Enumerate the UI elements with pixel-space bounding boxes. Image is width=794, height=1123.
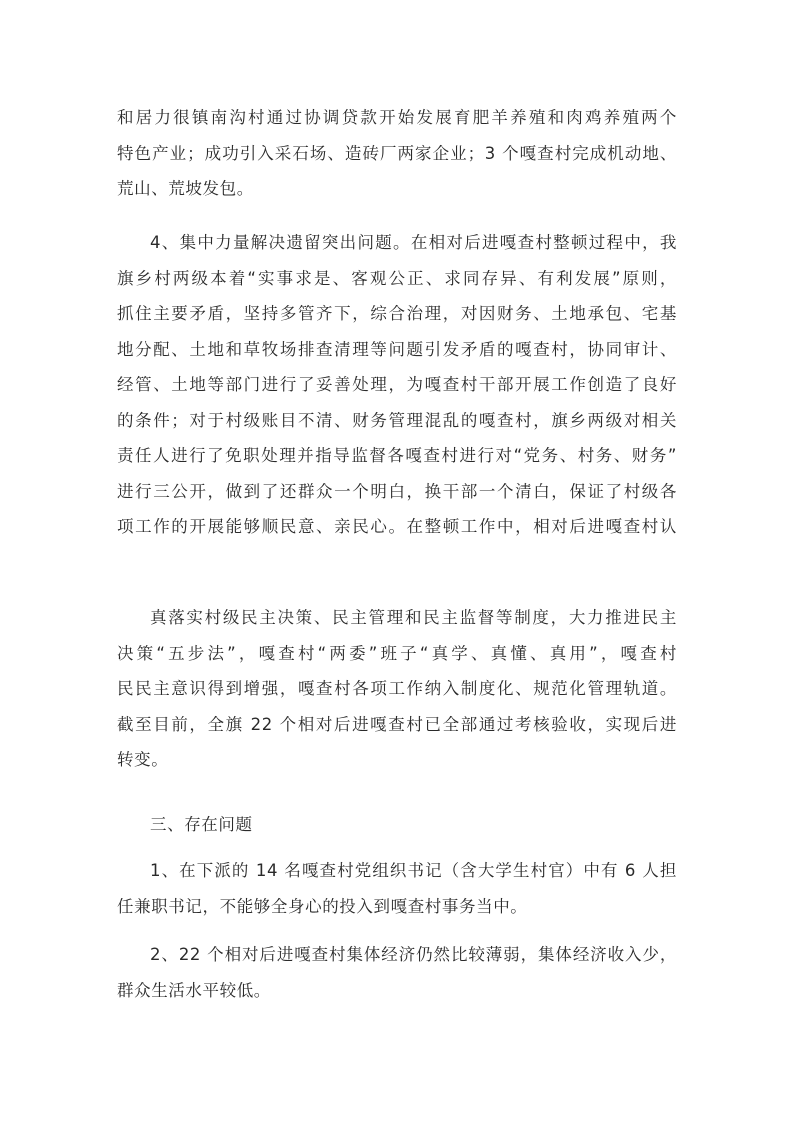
paragraph-line: 和居力很镇南沟村通过协调贷款开始发展育肥羊养殖和肉鸡养殖两个 [117, 108, 677, 127]
paragraph-1 [117, 100, 677, 171]
paragraph-line: 进行三公开，做到了还群众一个明白，换干部一个清白，保证了村级各 [117, 481, 677, 501]
paragraph-line: 经管、土地等部门进行了妥善处理，为嘎查村干部开展工作创造了良好 [117, 375, 677, 394]
paragraph-line: 地分配、土地和草牧场排查清理等问题引发矛盾的嘎查村，协同审计、 [117, 339, 677, 359]
paragraph-line: 1、在下派的 14 名嘎查村党组织书记（含大学生村官）中有 6 人担 [150, 861, 677, 880]
paragraph-line: 转变。 [117, 750, 169, 769]
section-heading-text: 三、存在问题 [150, 815, 253, 834]
paragraph-3 [117, 600, 677, 742]
paragraph-line: 2、22 个相对后进嘎查村集体经济仍然比较薄弱，集体经济收入少， [150, 945, 677, 964]
paragraph-line: 民民主意识得到增强，嘎查村各项工作纳入制度化、规范化管理轨道。 [117, 679, 677, 698]
paragraph-line: 任兼职书记，不能够全身心的投入到嘎查村事务当中。 [117, 897, 528, 916]
paragraph-line: 抓住主要矛盾，坚持多管齐下，综合治理，对因财务、土地承包、宅基 [117, 304, 677, 323]
paragraph-6 [117, 937, 677, 973]
paragraph-6-end [117, 973, 677, 1009]
paragraph-line: 荒山、荒坡发包。 [117, 179, 254, 198]
paragraph-line: 项工作的开展能够顺民意、亲民心。在整顿工作中，相对后进嘎查村认 [117, 517, 677, 536]
paragraph-line: 4、集中力量解决遗留突出问题。在相对后进嘎查村整顿过程中，我 [150, 233, 677, 252]
paragraph-line: 群众生活水平较低。 [117, 981, 271, 1000]
paragraph-3-end [117, 742, 677, 778]
paragraph-line: 旗乡村两级本着“实事求是、客观公正、求同存异、有利发展”原则， [117, 268, 677, 288]
paragraph-1-end [117, 171, 677, 207]
paragraph-line: 决策“五步法”，嘎查村“两委”班子“真学、真懂、真用”，嘎查村 [117, 643, 677, 663]
paragraph-line: 的条件；对于村级账目不清、财务管理混乱的嘎查村，旗乡两级对相关 [117, 410, 677, 430]
section-heading [117, 807, 677, 843]
paragraph-line: 真落实村级民主决策、民主管理和民主监督等制度，大力推进民主 [150, 608, 677, 627]
paragraph-5-end [117, 889, 677, 925]
paragraph-2 [117, 225, 677, 545]
paragraph-5 [117, 853, 677, 889]
paragraph-line: 截至目前，全旗 22 个相对后进嘎查村已全部通过考核验收，实现后进 [117, 714, 677, 734]
paragraph-line: 特色产业；成功引入采石场、造砖厂两家企业；3 个嘎查村完成机动地、 [117, 143, 677, 163]
paragraph-line: 责任人进行了免职处理并指导监督各嘎查村进行对“党务、村务、财务” [117, 446, 677, 465]
